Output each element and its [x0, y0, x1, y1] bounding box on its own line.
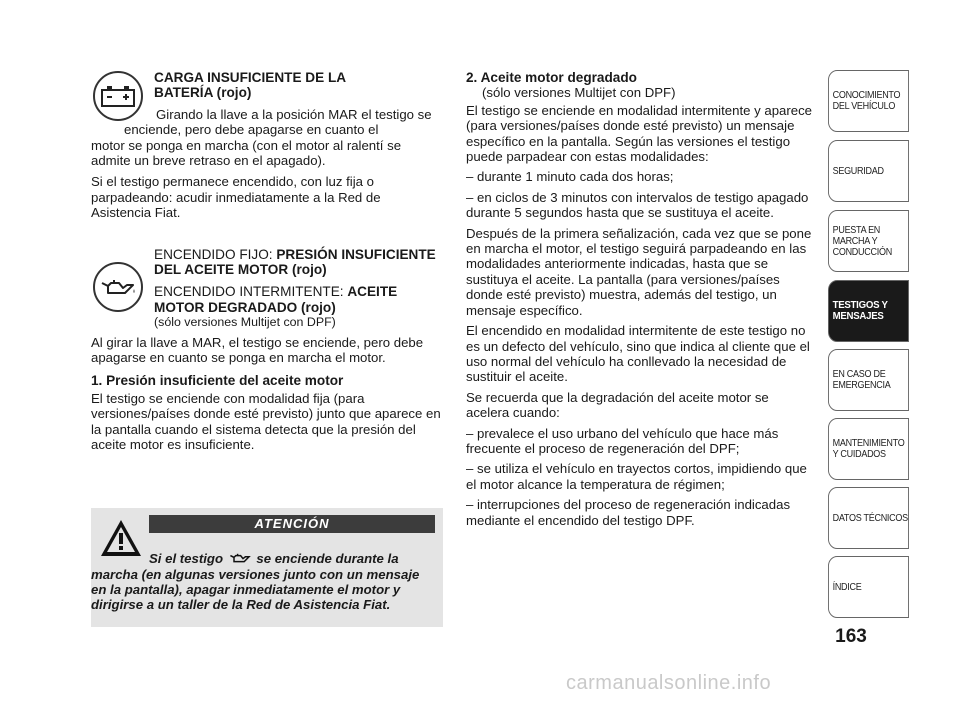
oil-blink-note: (sólo versiones Multijet con DPF) — [154, 315, 336, 330]
left-column — [91, 70, 444, 453]
oil-blink-title — [154, 284, 444, 315]
page-number: 163 — [835, 626, 867, 647]
oil-fixed-title — [154, 247, 444, 278]
right-bullet-2: – en ciclos de 3 minutos con intervalos de testigo apagado durante 5 segundos hasta que se sustituya el aceite. — [466, 189, 809, 221]
warning-text-a: Si el testigo — [149, 551, 224, 567]
oil-heading-1: 1. Presión insuficiente del aceite motor — [91, 372, 344, 388]
sidebar-tab-testigos[interactable]: TESTIGOS Y MENSAJES — [828, 280, 909, 342]
right-text-4: Se recuerda que la degradación del aceite motor se acelera cuando: — [466, 389, 769, 421]
sidebar-tab-indice[interactable]: ÍNDICE — [828, 556, 909, 618]
oil-fixed-prefix: ENCENDIDO FIJO: — [154, 246, 277, 262]
sidebar-tab-puesta-en-marcha[interactable]: PUESTA EN MARCHA Y CONDUCCIÓN — [828, 210, 909, 272]
sidebar-tab-emergencia[interactable]: EN CASO DE EMERGENCIA — [828, 349, 909, 411]
right-bullet-4: – se utiliza el vehículo en trayectos cortos, impidiendo que el motor alcance la temperatura de régimen; — [466, 461, 807, 492]
watermark: carmanualsonline.info — [566, 672, 772, 694]
right-column — [466, 70, 813, 528]
sidebar-tab-mantenimiento[interactable]: MANTENIMIENTO Y CUIDADOS — [828, 418, 909, 480]
oil-blink-prefix: ENCENDIDO INTERMITENTE: — [154, 284, 348, 300]
oil-text-2: El testigo se enciende con modalidad fija (para versiones/países donde esté previsto) junto que aparece en la pantalla cuando el sistema detecta que la presión del aceite motor es insuficiente. — [91, 390, 441, 453]
sidebar-tab-conocimiento[interactable]: CONOCIMIENTO DEL VEHÍCULO — [828, 70, 909, 132]
sidebar-tab-datos-tecnicos[interactable]: DATOS TÉCNICOS — [828, 487, 909, 549]
warning-label: ATENCIÓN — [149, 515, 435, 533]
right-text-2: Después de la primera señalización, cada vez que se pone en marcha el motor, el testigo seguirá parpadeando en las modalidades anteriormente indicadas, hasta que se sustituya el aceite. La pantalla (para versiones/países donde esté previsto) muestra, además del testigo, un mensaje específico. — [466, 225, 812, 318]
oil-fixed-bold: PRESIÓN INSUFICIENTE DEL ACEITE MOTOR (rojo) — [154, 246, 436, 278]
battery-text-line1: Girando la llave a la posición MAR el testigo se — [156, 106, 432, 122]
battery-text-line2: enciende, pero debe apagarse en cuanto el — [124, 122, 379, 138]
warning-text — [91, 551, 433, 613]
right-bullet-3: – prevalece el uso urbano del vehículo que hace más frecuente el proceso de regeneración del DPF; — [466, 425, 779, 456]
oil-can-inline-icon — [227, 552, 253, 564]
degraded-heading: 2. Aceite motor degradado — [466, 70, 637, 85]
battery-text-2: Si el testigo permanece encendido, con luz fija o parpadeando: acudir inmediatamente a la Red de Asistencia Fiat. — [91, 174, 381, 221]
battery-title: CARGA INSUFICIENTE DE LA BATERÍA (rojo) — [154, 70, 346, 101]
oil-blink-bold: ACEITE MOTOR DEGRADADO (rojo) — [154, 284, 398, 315]
right-text-1: El testigo se enciende en modalidad intermitente y aparece (para versiones/países donde esté previsto) un mensaje específico en la pantalla. Según las versiones el testigo puede parpadear con estas modalidades: — [466, 102, 813, 165]
right-bullet-1: – durante 1 minuto cada dos horas; — [466, 169, 674, 185]
sidebar-tab-seguridad[interactable]: SEGURIDAD — [828, 140, 909, 202]
warning-text-b: se enciende durante la marcha (en algunas versiones junto con un mensaje en la pantalla), apagar inmediatamente el motor y dirigirse a un taller de la Red de Asistencia Fiat. — [91, 551, 420, 613]
warning-box — [91, 508, 443, 627]
oil-text-1: Al girar la llave a MAR, el testigo se enciende, pero debe apagarse en cuanto se ponga en marcha el motor. — [91, 334, 424, 366]
battery-text-rest: motor se ponga en marcha (con el motor al ralentí se admite un breve retraso en el apagado). — [91, 137, 402, 169]
right-text-3: El encendido en modalidad intermitente de este testigo no es un defecto del vehículo, sino que indica al cliente que el uso normal del vehículo ha conllevado la necesidad de sustituir el aceite. — [466, 323, 810, 385]
degraded-note: (sólo versiones Multijet con DPF) — [482, 85, 676, 101]
right-bullet-5: – interrupciones del proceso de regeneración indicadas mediante el encendido del testigo DPF. — [466, 497, 791, 528]
